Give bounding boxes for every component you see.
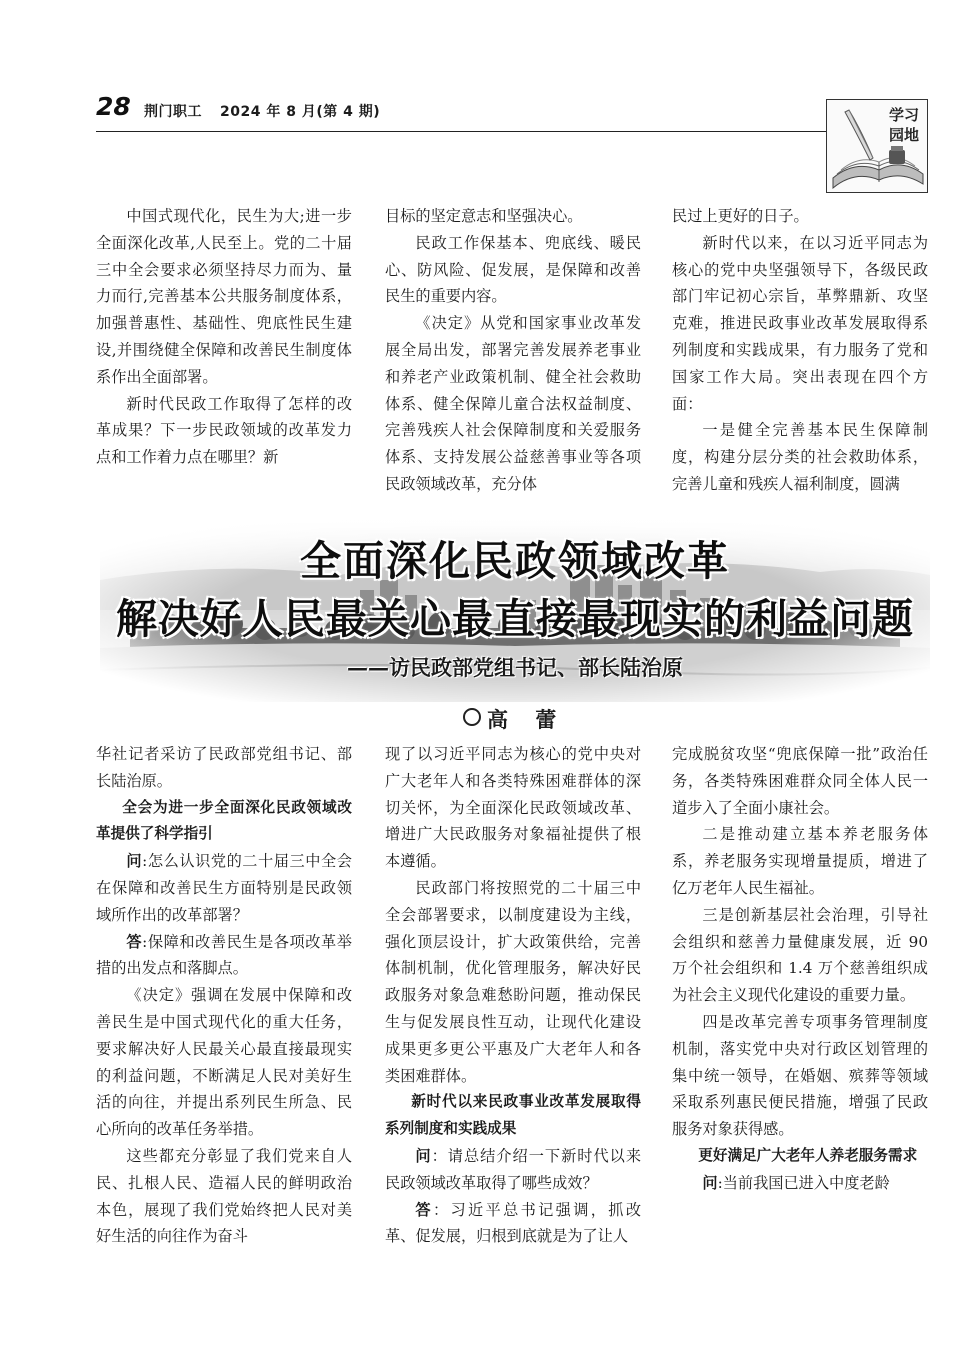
issue-date: 2024 年 8 月(第 4 期) <box>220 104 381 120</box>
top-column-3 <box>672 203 928 498</box>
bottom-column-3 <box>672 741 928 1197</box>
question-text: ：请总结介绍一下新时代以来民政领域改革取得了哪些成效？ <box>385 1146 642 1192</box>
section-heading: 新时代以来民政事业改革发展取得系列制度和实践成果 <box>385 1093 641 1138</box>
circle-icon <box>463 708 481 726</box>
top-column-2 <box>385 203 641 498</box>
section-heading: 更好满足广大老年人养老服务需求 <box>698 1146 918 1164</box>
headline-line-1: 全面深化民政领域改革 <box>300 537 730 585</box>
question-label: 问 <box>126 852 143 871</box>
answer-label: 答 <box>126 932 143 951</box>
question-text: :当前我国已进入中度老龄 <box>717 1173 890 1192</box>
paragraph: 华社记者采访了民政部党组书记、部长陆治原。 <box>96 745 352 790</box>
paragraph: 新时代以来，在以习近平同志为核心的党中央坚强领导下，各级民政部门牢记初心宗旨，革弊鼎新、攻坚克难，推进民政事业改革发展取得系列制度和实践成果，有力服务了党和国家工作大局。突出表现在四个方面： <box>672 233 928 413</box>
paragraph: 中国式现代化，民生为大;进一步全面深化改革,人民至上。党的二十届三中全会要求必须坚持尽力而为、量力而行,完善基本公共服务制度体系，加强普惠性、基础性、兜底性民生建设,并围绕健全保障和改善民生制度体系作出全面部署。 <box>96 207 352 386</box>
magazine-name: 荆门职工 <box>144 104 202 120</box>
bottom-column-2 <box>385 741 641 1250</box>
bottom-column-1 <box>96 741 352 1250</box>
paragraph: 现了以习近平同志为核心的党中央对广大老年人和各类特殊困难群体的深切关怀，为全面深化民政领域改革、增进广大民政服务对象福祉提供了根本遵循。 <box>385 745 641 871</box>
paragraph: 三是创新基层社会治理，引导社会组织和慈善力量健康发展，近 90 万个社会组织和 1.4 万个慈善组织成为社会主义现代化建设的重要力量。 <box>672 905 928 1005</box>
author-name: 高 蕾 <box>487 707 567 732</box>
page-header <box>96 92 826 136</box>
subtitle: ——访民政部党组书记、部长陆治原 <box>347 655 683 680</box>
title-banner <box>100 520 930 702</box>
answer-label: 答 <box>415 1200 433 1219</box>
badge-label-line1: 学习 <box>888 106 919 124</box>
question-text: :怎么认识党的二十届三中全会在保障和改善民生方面特别是民政领域所作出的改革部署？ <box>96 852 352 924</box>
paragraph: 新时代民政工作取得了怎样的改革成果？下一步民政领域的改革发力点和工作着力点在哪里？新 <box>96 394 352 467</box>
answer-text: :保障和改善民生是各项改革举措的出发点和落脚点。 <box>96 932 352 978</box>
answer-paragraph <box>385 1197 641 1251</box>
paragraph: 四是改革完善专项事务管理制度机制，落实党中央对行政区划管理的集中统一领导，在婚姻、殡葬等领域采取系列惠民便民措施，增强了民政服务对象获得感。 <box>672 1012 928 1139</box>
question-paragraph <box>96 848 352 928</box>
paragraph: 民过上更好的日子。 <box>672 207 809 225</box>
page-number: 28 <box>96 92 131 121</box>
paragraph: 目标的坚定意志和坚强决心。 <box>385 207 583 225</box>
paragraph: 民政工作保基本、兜底线、暖民心、防风险、促发展，是保障和改善民生的重要内容。 <box>385 233 641 306</box>
author-byline <box>463 704 566 734</box>
question-label: 问 <box>415 1146 432 1165</box>
paragraph: 二是推动建立基本养老服务体系，养老服务实现增量提质，增进了亿万老年人民生福祉。 <box>672 825 928 897</box>
paragraph: 民政部门将按照党的二十届三中全会部署要求，以制度建设为主线，强化顶层设计，扩大政策供给，完善体制机制，优化管理服务，解决好民政服务对象急难愁盼问题，推动保民生与促发展良性互动，让现代化建设成果更多更公平惠及广大老年人和各类困难群体。 <box>385 878 641 1085</box>
paragraph: 《决定》强调在发展中保障和改善民生是中国式现代化的重大任务，要求解决好人民最关心最直接最现实的利益问题，不断满足人民对美好生活的向往，并提出系列民生所急、民心所向的改革任务举措。 <box>96 986 352 1139</box>
question-paragraph <box>672 1170 928 1197</box>
paragraph: 《决定》从党和国家事业改革发展全局出发，部署完善发展养老事业和养老产业政策机制、健全社会救助体系、健全保障儿童合法权益制度、完善残疾人社会保障制度和关爱服务体系、支持发展公益慈善事业等各项民政领域改革，充分体 <box>385 314 641 493</box>
paragraph: 完成脱贫攻坚“兜底保障一批”政治任务，各类特殊困难群众同全体人民一道步入了全面小康社会。 <box>672 745 928 817</box>
answer-paragraph <box>96 929 352 983</box>
paragraph: 一是健全完善基本民生保障制度，构建分层分类的社会救助体系，完善儿童和残疾人福利制度，圆满 <box>672 421 928 493</box>
running-head <box>144 101 380 121</box>
paragraph: 这些都充分彰显了我们党来自人民、扎根人民、造福人民的鲜明政治本色，展现了我们党始终把人民对美好生活的向往作为奋斗 <box>96 1146 352 1246</box>
headline-line-2: 解决好人民最关心最直接最现实的利益问题 <box>116 595 914 643</box>
section-badge <box>826 99 928 193</box>
badge-label-line2: 园地 <box>888 126 919 144</box>
header-rule <box>96 131 826 132</box>
question-label: 问 <box>702 1173 718 1192</box>
section-heading: 全会为进一步全面深化民政领域改革提供了科学指引 <box>96 798 352 843</box>
top-column-1 <box>96 203 352 471</box>
question-paragraph <box>385 1143 641 1197</box>
answer-text: ：习近平总书记强调，抓改革、促发展，归根到底就是为了让人 <box>385 1200 642 1246</box>
